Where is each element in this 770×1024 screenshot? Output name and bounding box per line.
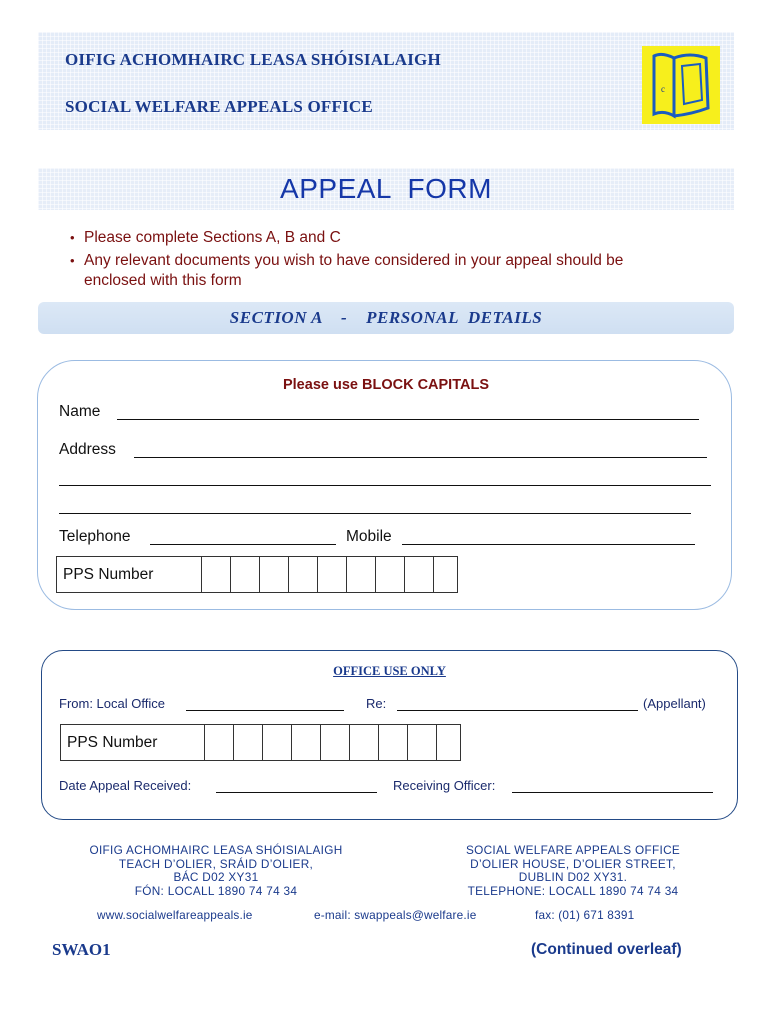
pps-digit-cell[interactable] — [262, 725, 291, 760]
re-label: Re: — [366, 696, 387, 711]
pps-digit-cell[interactable] — [320, 725, 349, 760]
footer-english-address: SOCIAL WELFARE APPEALS OFFICE D’OLIER HOUSE, D’OLIER STREET, DUBLIN D02 XY31. TELEPHONE: LOCALL 1890 74 74 34 — [465, 843, 681, 898]
section-a-title: SECTION A - PERSONAL DETAILS — [229, 308, 543, 327]
pps-digit-cell[interactable] — [291, 725, 320, 760]
telephone-field[interactable] — [150, 544, 336, 545]
pps-number-field[interactable] — [56, 556, 458, 593]
instructions-list — [70, 228, 623, 291]
pps-digit-cell[interactable] — [407, 725, 436, 760]
appellant-label: (Appellant) — [643, 696, 706, 711]
pps-digit-cell[interactable] — [375, 557, 404, 592]
mobile-label: Mobile — [346, 528, 392, 545]
receiving-officer-field[interactable] — [512, 792, 713, 793]
name-field[interactable] — [117, 419, 699, 420]
header-irish-title: OIFIG ACHOMHAIRC LEASA SHÓISIALAIGH — [65, 50, 441, 69]
logo-letter: c — [661, 84, 665, 94]
address-field-line-3[interactable] — [59, 513, 691, 514]
office-pps-number-label: PPS Number — [67, 733, 158, 751]
pps-digit-cell[interactable] — [233, 725, 262, 760]
instruction-item: • Any relevant documents you wish to have considered in your appeal should be enclosed with this form — [70, 251, 623, 291]
swao-logo — [642, 46, 720, 124]
pps-digit-cell[interactable] — [230, 557, 259, 592]
address-field-line-1[interactable] — [134, 457, 707, 458]
date-appeal-received-label: Date Appeal Received: — [59, 778, 192, 793]
instruction-item: • Please complete Sections A, B and C — [70, 228, 623, 248]
pps-digit-cell[interactable] — [317, 557, 346, 592]
swao-logo-icon — [642, 46, 720, 124]
name-label: Name — [59, 403, 101, 420]
website-link[interactable]: www.socialwelfareappeals.ie — [97, 908, 253, 922]
footer-irish-address: OIFIG ACHOMHAIRC LEASA SHÓISIALAIGH TEACH D’OLIER, SRÁID D’OLIER, BÁC D02 XY31 FÓN: LOCALL 1890 74 74 34 — [89, 843, 343, 898]
from-local-office-field[interactable] — [186, 710, 344, 711]
header-english-title: SOCIAL WELFARE APPEALS OFFICE — [65, 97, 373, 116]
telephone-label: Telephone — [59, 528, 131, 545]
from-local-office-label: From: Local Office — [59, 696, 165, 711]
date-appeal-received-field[interactable] — [216, 792, 377, 793]
mobile-field[interactable] — [402, 544, 695, 545]
pps-digit-cell[interactable] — [346, 557, 375, 592]
pps-number-label: PPS Number — [63, 565, 154, 583]
office-pps-number-field[interactable] — [60, 724, 461, 761]
pps-digit-cell[interactable] — [378, 725, 407, 760]
pps-digit-cell[interactable] — [259, 557, 288, 592]
re-field[interactable] — [397, 710, 638, 711]
fax-number: fax: (01) 671 8391 — [535, 908, 635, 922]
pps-digit-cell[interactable] — [436, 725, 460, 760]
address-field-line-2[interactable] — [59, 485, 711, 486]
block-capitals-note: Please use BLOCK CAPITALS — [282, 377, 489, 393]
pps-digit-cell[interactable] — [404, 557, 433, 592]
pps-digit-cell[interactable] — [349, 725, 378, 760]
office-use-title: OFFICE USE ONLY — [333, 664, 446, 678]
pps-digit-cell[interactable] — [288, 557, 317, 592]
receiving-officer-label: Receiving Officer: — [393, 778, 496, 793]
page-title: APPEAL FORM — [280, 173, 492, 204]
continued-overleaf: (Continued overleaf) — [531, 941, 682, 958]
address-label: Address — [59, 441, 116, 458]
pps-digit-cell[interactable] — [204, 725, 233, 760]
pps-digit-cell[interactable] — [201, 557, 230, 592]
email-link[interactable]: e-mail: swappeals@welfare.ie — [314, 908, 477, 922]
pps-digit-cell[interactable] — [433, 557, 457, 592]
form-code: SWAO1 — [52, 940, 111, 959]
